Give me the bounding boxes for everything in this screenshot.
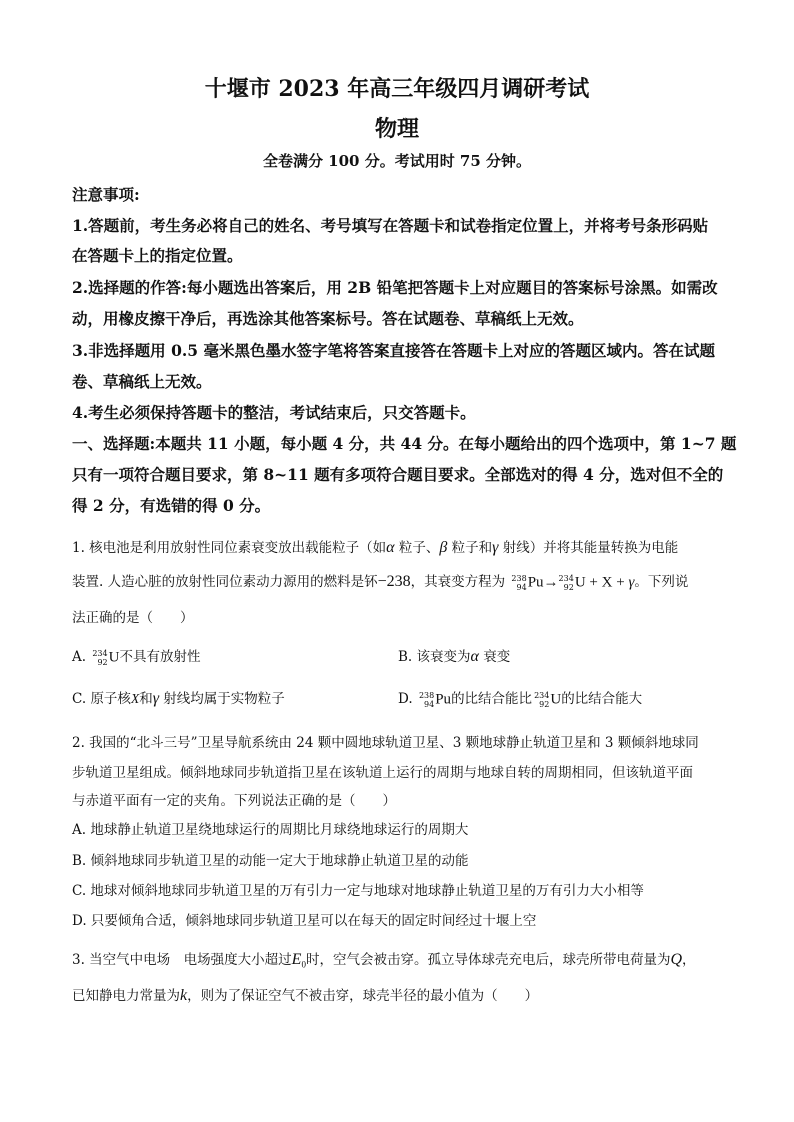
q1-stem-line3: 法正确的是（ ） — [72, 610, 194, 626]
notice-heading: 注意事项: — [72, 185, 140, 204]
q1-option-d: D. 238 94 Pu的比结合能比 234 92 U的比结合能大 — [398, 690, 643, 709]
q2-stem: 步轨道卫星组成。倾斜地球同步轨道指卫星在该轨道上运行的周期与地球自转的周期相同，但该轨道平面 — [72, 765, 693, 781]
beta-symbol: β — [439, 539, 448, 556]
q2-stem: 与赤道平面有一定的夹角。下列说法正确的是（ ） — [72, 793, 396, 809]
notice-line: 动，用橡皮擦干净后，再选涂其他答案标号。答在试题卷、草稿纸上无效。 — [72, 309, 584, 328]
decay-equation: 238 94 Pu→ 234 92 U + X + γ — [511, 573, 635, 592]
q1-option-b: B. 该衰变为α 衰变 — [398, 648, 511, 665]
q1-option-c: C. 原子核X和γ 射线均属于实物粒子 — [72, 690, 285, 707]
q1-option-a: A. 234 92 U不具有放射性 — [72, 648, 201, 667]
notice-line: 2.选择题的作答:每小题选出答案后，用 2B 铅笔把答题卡上对应题目的答案标号涂黑。如需改 — [72, 278, 718, 297]
notice-line: 4.考生必须保持答题卡的整洁，考试结束后，只交答题卡。 — [72, 403, 476, 422]
notice-line: 3.非选择题用 0.5 毫米黑色墨水签字笔将答案直接答在答题卡上对应的答题区域内。答在试题 — [72, 341, 715, 360]
q3-stem-line2: 已知静电力常量为k，则为了保证空气不被击穿，球壳半径的最小值为（ ） — [72, 987, 539, 1004]
gamma-symbol: γ — [492, 539, 499, 556]
section-instructions: 只有一项符合题目要求，第 8~11 题有多项符合题目要求。全部选对的得 4 分，选对但不全的 — [72, 465, 724, 484]
subject-title: 物理 — [374, 116, 419, 142]
alpha-symbol: α — [386, 539, 395, 556]
q2-option-b: B. 倾斜地球同步轨道卫星的动能一定大于地球静止轨道卫星的动能 — [72, 853, 469, 869]
section-instructions: 得 2 分，有选错的得 0 分。 — [72, 496, 271, 515]
q2-option-c: C. 地球对倾斜地球同步轨道卫星的万有引力一定与地球对地球静止轨道卫星的万有引力大小相等 — [72, 883, 644, 899]
notice-line: 在答题卡上的指定位置。 — [72, 246, 243, 265]
q2-option-a: A. 地球静止轨道卫星绕地球运行的周期比月球绕地球运行的周期大 — [72, 822, 469, 838]
notice-line: 卷、草稿纸上无效。 — [72, 372, 212, 391]
q2-stem: 2. 我国的“北斗三号”卫星导航系统由 24 颗中圆地球轨道卫星、3 颗地球静止轨道卫星和 3 颗倾斜地球同 — [72, 735, 699, 751]
section-instructions: 一、选择题:本题共 11 小题，每小题 4 分，共 44 分。在每小题给出的四个选项中，第 1~7 题 — [72, 434, 737, 453]
notice-line: 1.答题前，考生务必将自己的姓名、考号填写在答题卡和试卷指定位置上，并将考号条形码贴 — [72, 216, 709, 235]
q2-option-d: D. 只要倾角合适，倾斜地球同步轨道卫星可以在每天的固定时间经过十堰上空 — [72, 913, 537, 929]
q1-stem-line2: 装置. 人造心脏的放射性同位素动力源用的燃料是钚−238，其衰变方程为 238 94 Pu→ 234 92 U + X + γ。下列说 — [72, 573, 689, 592]
q1-stem-line1: 1. 核电池是利用放射性同位素衰变放出载能粒子（如α 粒子、β 粒子和γ 射线）并将其能量转换为电能 — [72, 539, 679, 556]
plutonium-number: −238 — [377, 573, 411, 590]
exam-title: 十堰市 2023 年高三年级四月调研考试 — [204, 76, 590, 102]
q3-stem-line1: 3. 当空气中电场 电场强度大小超过$E_0$时，空气会被击穿。孤立导体球壳充电后，球壳所带电荷量为Q， — [72, 951, 696, 970]
exam-info: 全卷满分 100 分。考试用时 75 分钟。 — [262, 152, 532, 170]
